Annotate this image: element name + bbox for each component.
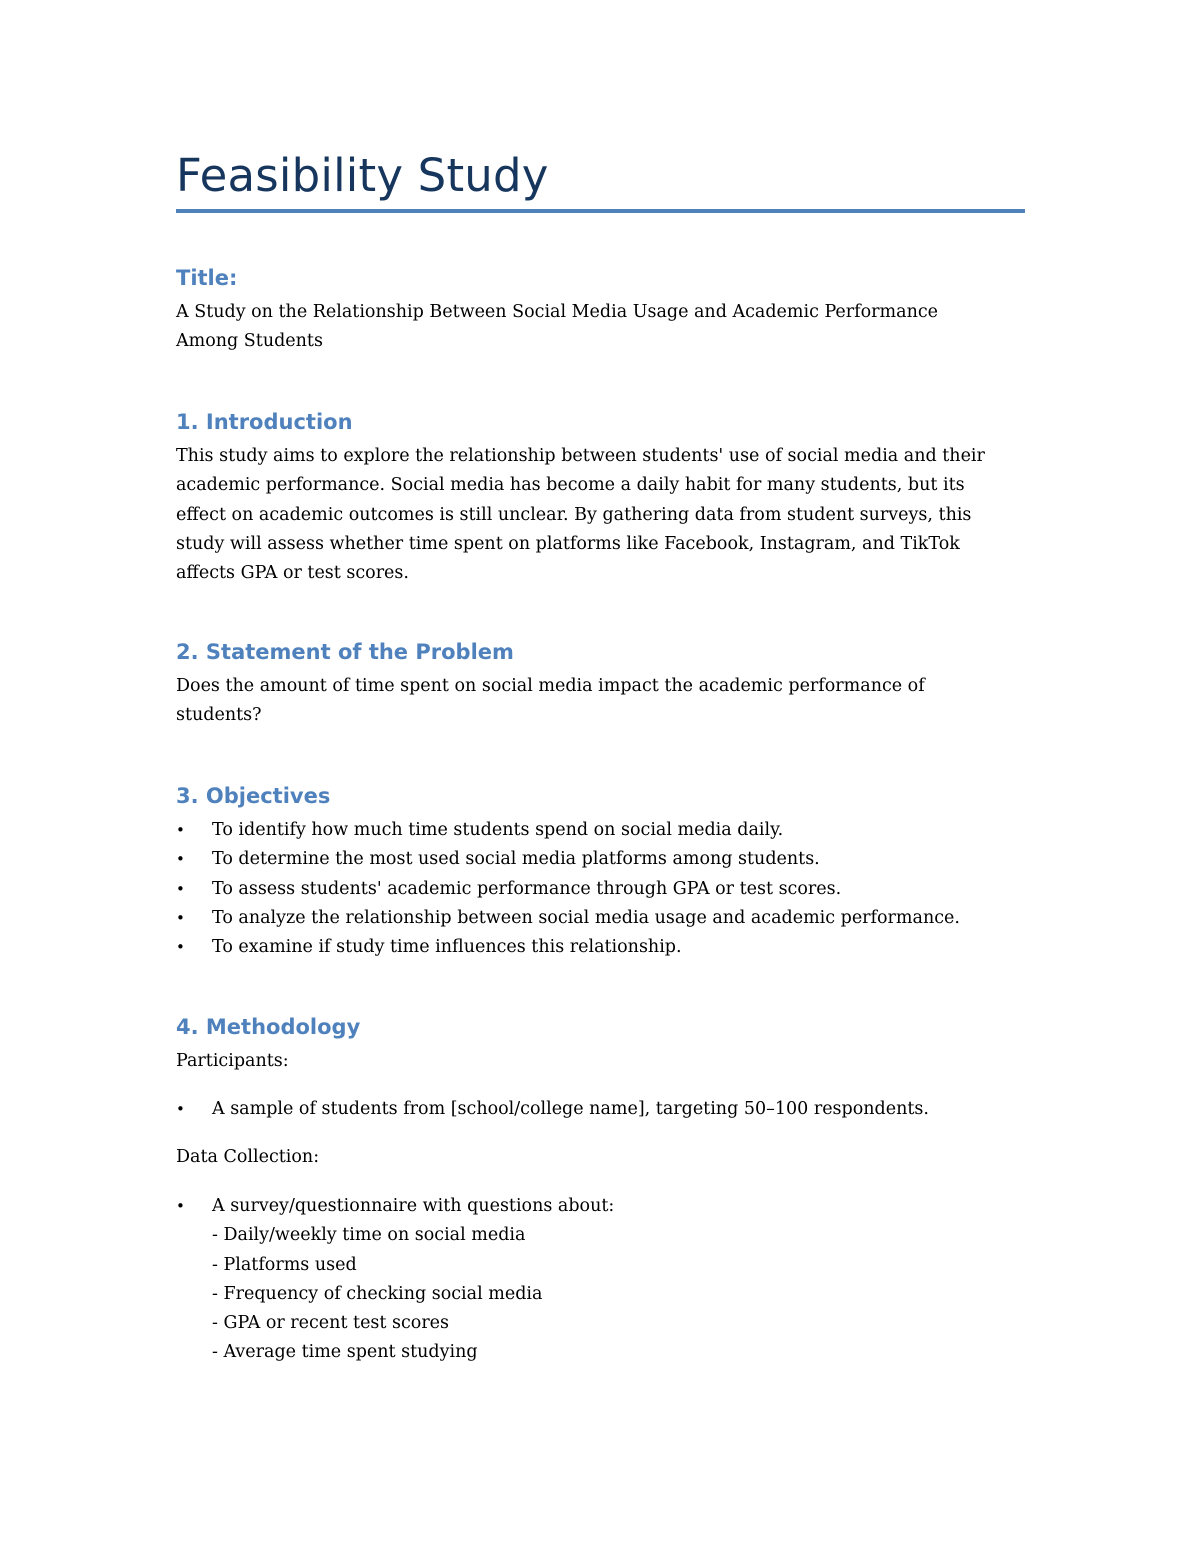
data-collection-label: Data Collection: <box>176 1147 320 1167</box>
objective-text: To assess students' academic performance through GPA or test scores. <box>212 878 842 899</box>
participants-list <box>176 1095 1026 1124</box>
problem-paragraph <box>176 672 1026 731</box>
data-collection-text: A survey/questionnaire with questions about: <box>212 1196 615 1216</box>
list-item <box>176 816 1026 845</box>
sub-item: - Frequency of checking social media <box>212 1283 543 1304</box>
title-heading: Title: <box>176 266 238 290</box>
objectives-heading: 3. Objectives <box>176 784 331 808</box>
list-item <box>176 904 1026 933</box>
objective-text: To determine the most used social media platforms among students. <box>212 849 820 870</box>
bullet-icon: • <box>176 938 185 957</box>
study-title-text <box>176 298 1026 357</box>
sub-item: - Platforms used <box>212 1254 357 1275</box>
paragraph-line: academic performance. Social media has become a daily habit for many students, but its <box>176 475 965 496</box>
objectives-list <box>176 816 1026 962</box>
paragraph-line: affects GPA or test scores. <box>176 563 409 584</box>
bullet-icon: • <box>176 1100 185 1118</box>
list-item <box>176 845 1026 874</box>
objective-text: To identify how much time students spend on social media daily. <box>212 820 784 840</box>
problem-heading: 2. Statement of the Problem <box>176 640 514 664</box>
sub-item: - Average time spent studying <box>212 1342 478 1363</box>
sub-item: - GPA or recent test scores <box>212 1313 450 1334</box>
data-collection-list <box>176 1192 1026 1368</box>
objective-text: To analyze the relationship between social media usage and academic performance. <box>212 907 960 928</box>
paragraph-line: effect on academic outcomes is still unclear. By gathering data from student surveys, this <box>176 504 972 525</box>
participants-label: Participants: <box>176 1051 289 1071</box>
objective-text: To examine if study time influences this relationship. <box>212 937 682 958</box>
list-item <box>176 1095 1026 1124</box>
bullet-icon: • <box>176 879 185 898</box>
bullet-icon: • <box>176 821 185 839</box>
document-title: Feasibility Study <box>176 149 549 202</box>
participants-text: A sample of students from [school/college name], targeting 50–100 respondents. <box>212 1099 929 1119</box>
methodology-heading: 4. Methodology <box>176 1015 361 1039</box>
paragraph-line: Does the amount of time spent on social media impact the academic performance of <box>176 676 925 696</box>
paragraph-line: students? <box>176 705 262 726</box>
introduction-paragraph <box>176 442 1026 588</box>
study-title-line: A Study on the Relationship Between Social Media Usage and Academic Performance <box>176 302 938 322</box>
title-underline <box>176 209 1025 213</box>
list-item <box>176 1192 1026 1368</box>
bullet-icon: • <box>176 850 185 869</box>
bullet-icon: • <box>176 908 185 927</box>
study-title-line: Among Students <box>176 331 323 352</box>
list-item <box>176 875 1026 904</box>
sub-item: - Daily/weekly time on social media <box>212 1225 526 1246</box>
introduction-heading: 1. Introduction <box>176 410 353 434</box>
bullet-icon: • <box>176 1197 185 1215</box>
paragraph-line: This study aims to explore the relationship between students' use of social media and their <box>176 446 985 466</box>
list-item <box>176 933 1026 962</box>
paragraph-line: study will assess whether time spent on platforms like Facebook, Instagram, and TikTok <box>176 533 960 554</box>
